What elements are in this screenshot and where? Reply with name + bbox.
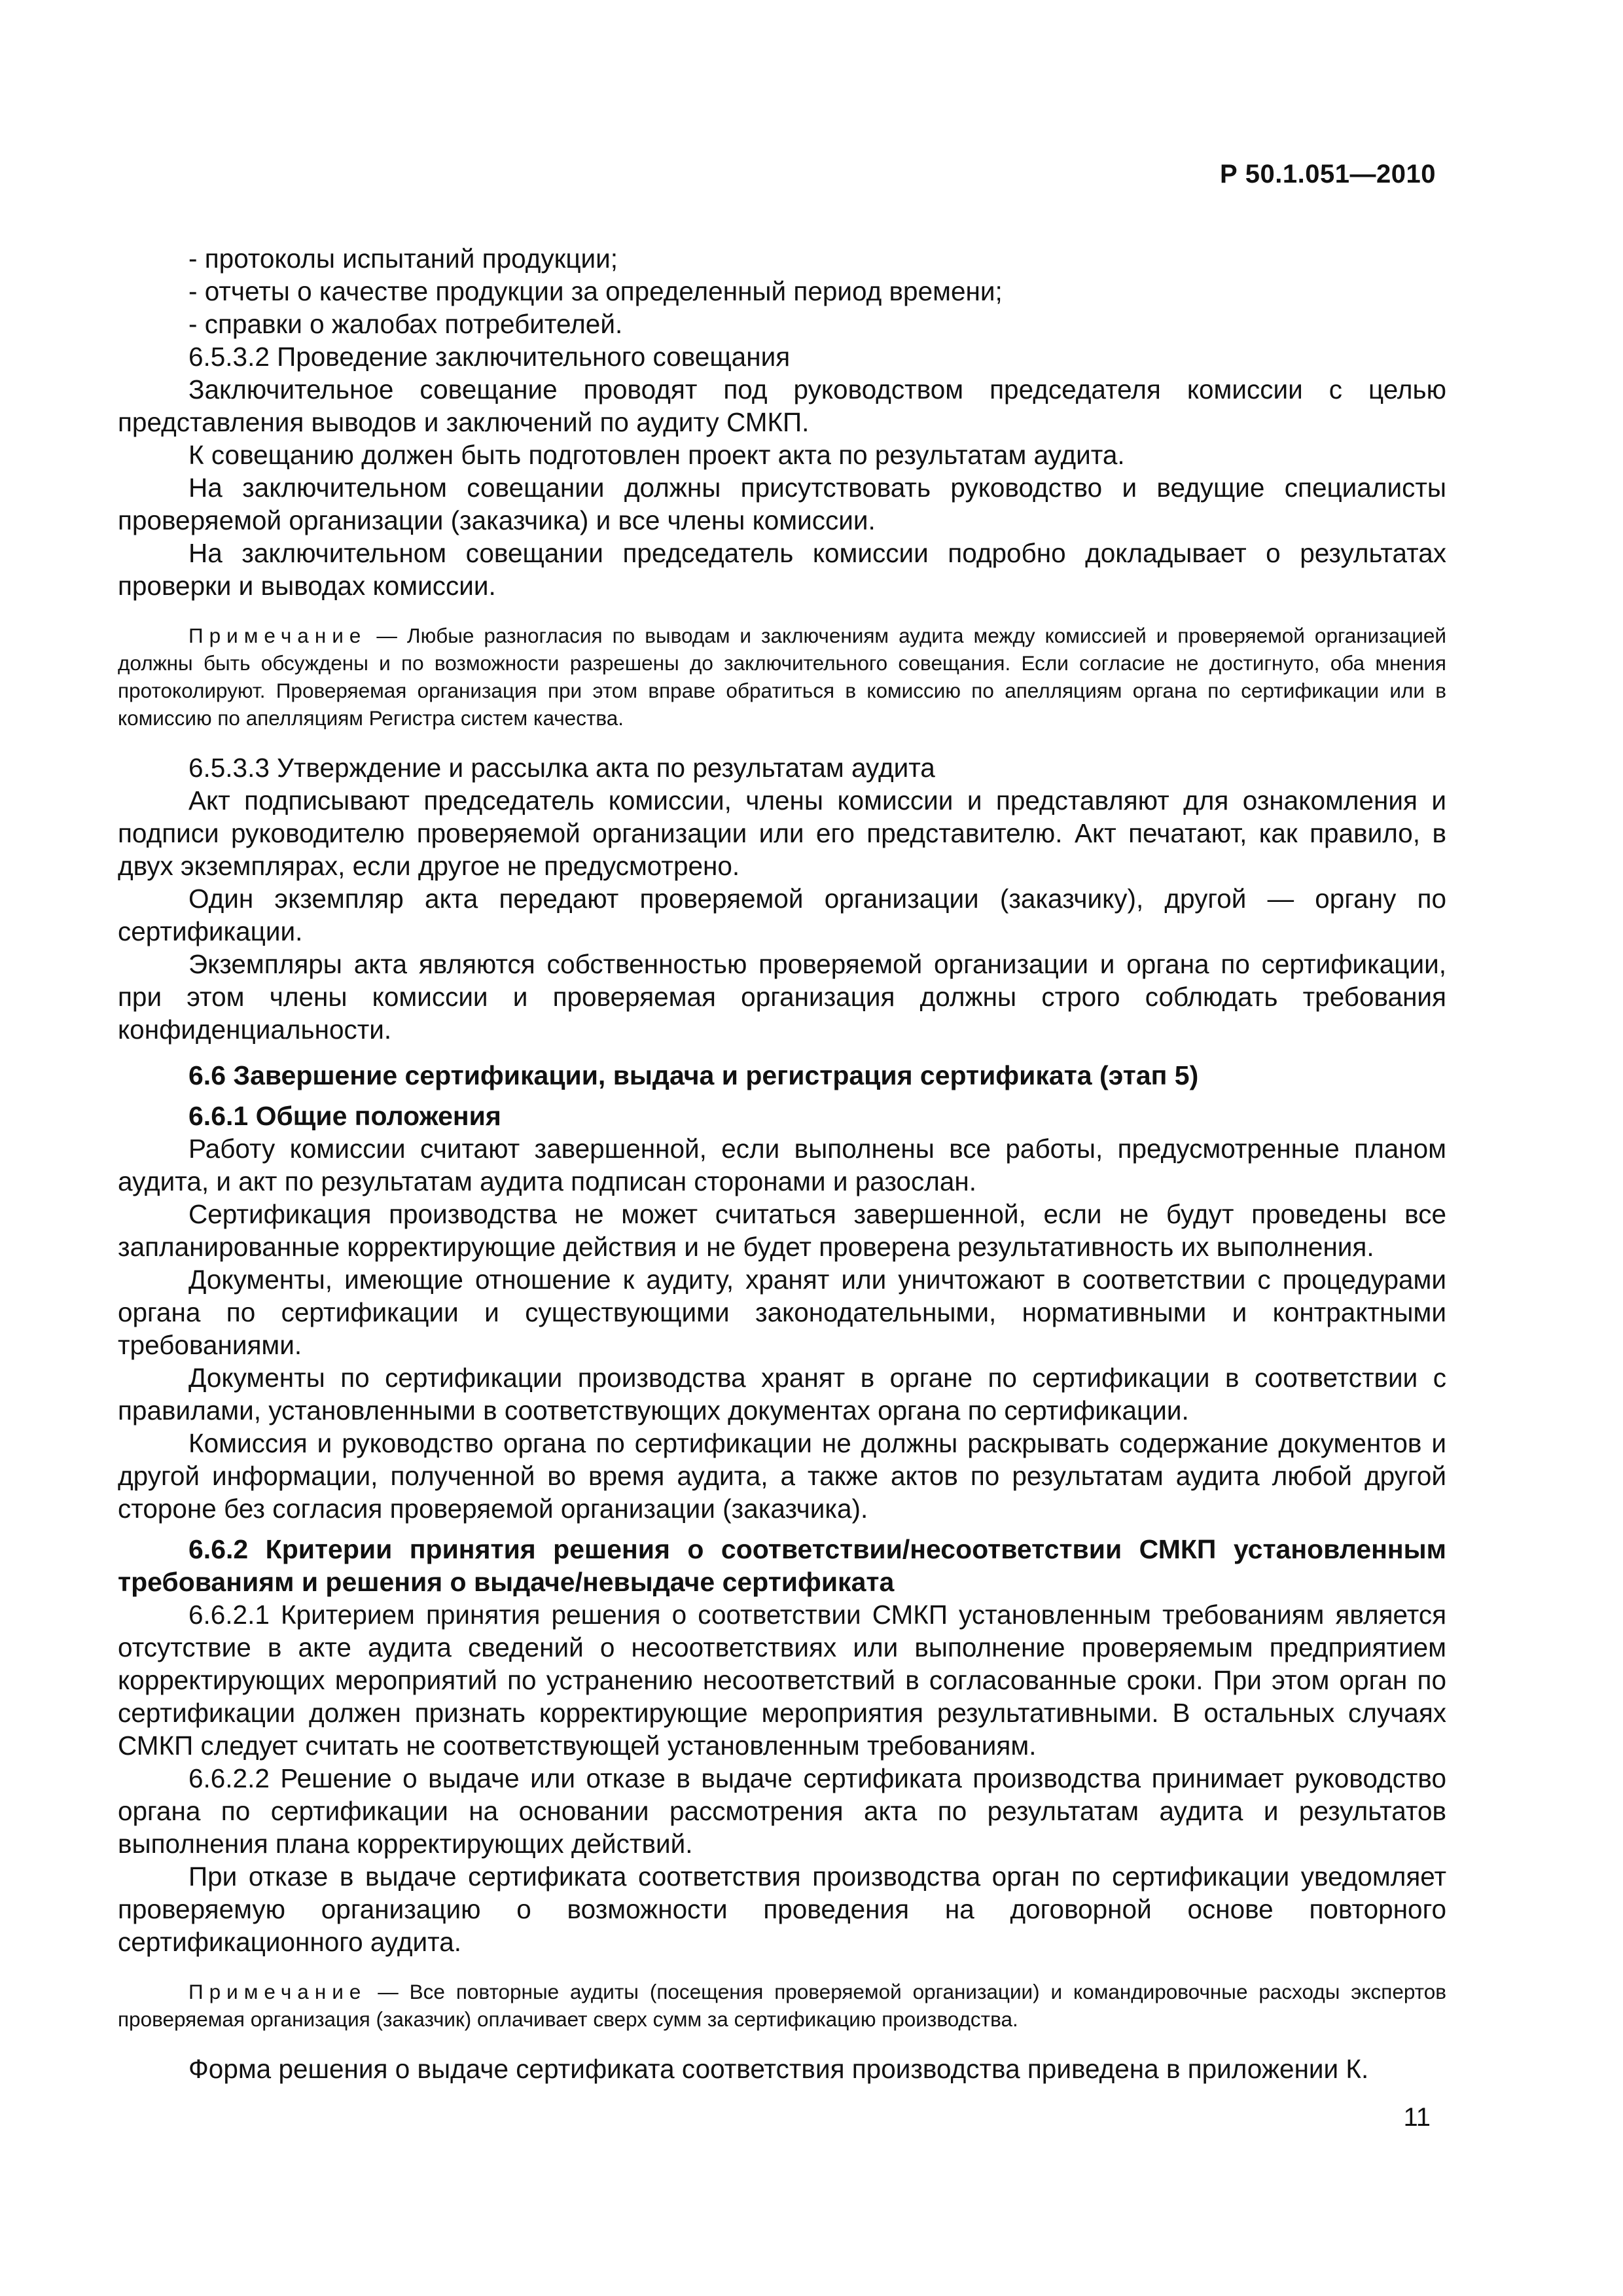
paragraph: К совещанию должен быть подготовлен проект акта по результатам аудита. — [188, 440, 1125, 470]
note-label: Примечание — [188, 1980, 367, 2003]
paragraph: Документы, имеющие отношение к аудиту, хранят или уничтожают в соответствии с процедурами органа по сертификации и существующими законодательными, нормативными и контрактными требованиями. — [118, 1265, 1446, 1360]
section-6-5-3-3-title: 6.5.3.3 Утверждение и рассылка акта по результатам аудита — [188, 753, 935, 783]
note-block — [118, 622, 1446, 732]
list-item: - протоколы испытаний продукции; — [188, 243, 618, 274]
paragraph: Комиссия и руководство органа по сертификации не должны раскрывать содержание документов и другой информации, полученной во время аудита, а также актов по результатам аудита любой другой стороне без согласия проверяемой организации (заказчика). — [118, 1428, 1446, 1524]
paragraph: Экземпляры акта являются собственностью проверяемой организации и органа по сертификации, при этом члены комиссии и проверяемая организация должны строго соблюдать требования конфиденциальности. — [118, 949, 1446, 1045]
section-6-6-heading: 6.6 Завершение сертификации, выдача и регистрация сертификата (этап 5) — [188, 1060, 1199, 1090]
paragraph: Акт подписывают председатель комиссии, члены комиссии и представляют для ознакомления и подписи руководителю проверяемой организации или его представителю. Акт печатают, как правило, в двух экземплярах, если другое не предусмотрено. — [118, 785, 1446, 881]
page-number: 11 — [1403, 2103, 1431, 2132]
paragraph: Форма решения о выдаче сертификата соответствия производства приведена в приложении К. — [188, 2054, 1369, 2084]
paragraph: На заключительном совещании председатель комиссии подробно докладывает о результатах проверки и выводах комиссии. — [118, 538, 1446, 601]
note-block — [118, 1978, 1446, 2033]
note-text: — Любые разногласия по выводам и заключениям аудита между комиссией и проверяемой организацией должны быть обсуждены и по возможности разрешены до заключительного совещания. Если согласие не достигнуто, оба мнения протоколируют. Проверяемая организация при этом вправе обратиться в комиссию по апелляциям органа по сертификации или в комиссию по апелляциям Регистра систем качества. — [118, 624, 1446, 730]
document-code: Р 50.1.051—2010 — [1220, 160, 1436, 188]
paragraph: При отказе в выдаче сертификата соответствия производства орган по сертификации уведомляет проверяемую организацию о возможности проведения на договорной основе повторного сертификационного аудита. — [118, 1861, 1446, 1957]
list-item: - справки о жалобах потребителей. — [188, 309, 623, 339]
section-6-6-1-heading: 6.6.1 Общие положения — [188, 1101, 501, 1131]
note-label: Примечание — [188, 624, 367, 647]
paragraph: Работу комиссии считают завершенной, если выполнены все работы, предусмотренные планом аудита, и акт по результатам аудита подписан сторонами и разослан. — [118, 1134, 1446, 1196]
document-body — [118, 242, 1446, 2085]
section-6-6-2-heading: 6.6.2 Критерии принятия решения о соответствии/несоответствии СМКП установленным требованиям и решения о выдаче/невыдаче сертификата — [118, 1534, 1446, 1597]
paragraph: Документы по сертификации производства хранят в органе по сертификации в соответствии с правилами, установленными в соответствующих документах органа по сертификации. — [118, 1363, 1446, 1426]
paragraph: Сертификация производства не может считаться завершенной, если не будут проведены все запланированные корректирующие действия и не будет проверена результативность их выполнения. — [118, 1199, 1446, 1262]
paragraph: Один экземпляр акта передают проверяемой организации (заказчику), другой — органу по сертификации. — [118, 884, 1446, 946]
list-item: - отчеты о качестве продукции за определенный период времени; — [188, 276, 1003, 306]
paragraph: Заключительное совещание проводят под руководством председателя комиссии с целью представления выводов и заключений по аудиту СМКП. — [118, 374, 1446, 437]
paragraph: 6.6.2.1 Критерием принятия решения о соответствии СМКП установленным требованиям является отсутствие в акте аудита сведений о несоответствиях или выполнение проверяемым предприятием корректирующих мероприятий по устранению несоответствий в согласованные сроки. При этом орган по сертификации должен признать корректирующие мероприятия результативными. В остальных случаях СМКП следует считать не соответствующей установленным требованиям. — [118, 1600, 1446, 1761]
paragraph: 6.6.2.2 Решение о выдаче или отказе в выдаче сертификата производства принимает руководство органа по сертификации на основании рассмотрения акта по результатам аудита и результатов выполнения плана корректирующих действий. — [118, 1763, 1446, 1859]
section-6-5-3-2-title: 6.5.3.2 Проведение заключительного совещания — [188, 342, 791, 372]
note-text: — Все повторные аудиты (посещения проверяемой организации) и командировочные расходы экспертов проверяемая организация (заказчик) оплачивает сверх сумм за сертификацию производства. — [118, 1980, 1446, 2031]
paragraph: На заключительном совещании должны присутствовать руководство и ведущие специалисты проверяемой организации (заказчика) и все члены комиссии. — [118, 473, 1446, 535]
